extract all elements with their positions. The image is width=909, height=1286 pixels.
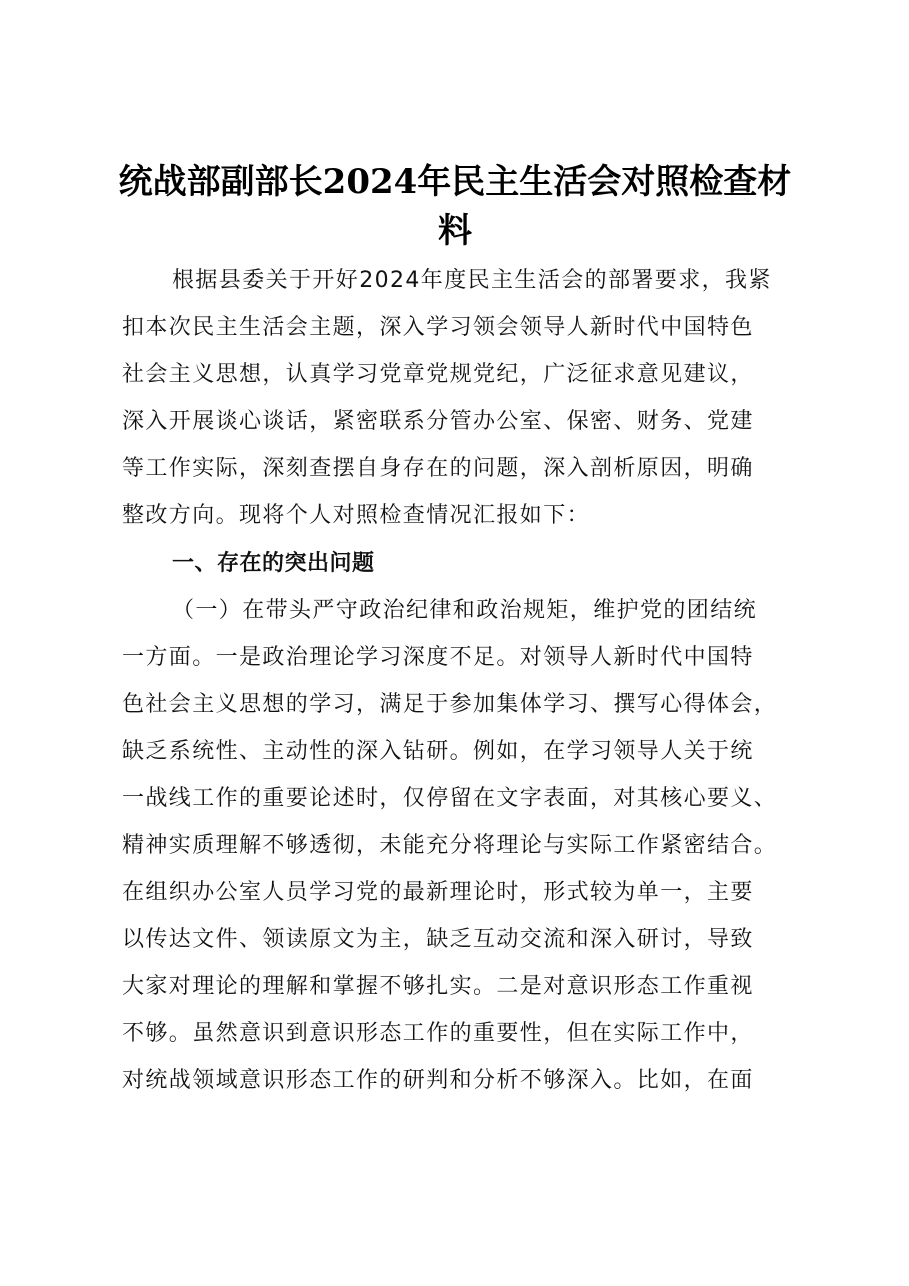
body-line: 以传达文件、领读原文为主，缺乏互动交流和深入研讨，导致 (122, 927, 754, 952)
body-line: 对统战领域意识形态工作的研判和分析不够深入。比如，在面 (122, 1068, 754, 1093)
body-line: 一战线工作的重要论述时，仅停留在文字表面，对其核心要义、 (122, 786, 778, 811)
body-line: 整改方向。现将个人对照检查情况汇报如下： (122, 503, 591, 528)
body-line: 一方面。一是政治理论学习深度不足。对领导人新时代中国特 (122, 645, 754, 670)
body-line: 根据县委关于开好2024年度民主生活会的部署要求，我紧 (172, 268, 772, 293)
section-heading: 一、存在的突出问题 (172, 551, 375, 576)
body-line: 不够。虽然意识到意识形态工作的重要性，但在实际工作中， (122, 1021, 754, 1046)
document-title-line-1: 统战部副部长2024年民主生活会对照检查材 (118, 162, 792, 202)
body-line: 社会主义思想，认真学习党章党规党纪，广泛征求意见建议， (122, 362, 754, 387)
body-line: （一）在带头严守政治纪律和政治规矩，维护党的团结统 (172, 598, 758, 623)
body-line: 扣本次民主生活会主题，深入学习领会领导人新时代中国特色 (122, 315, 754, 340)
body-line: 等工作实际，深刻查摆自身存在的问题，深入剖析原因，明确 (122, 456, 754, 481)
body-line: 缺乏系统性、主动性的深入钻研。例如，在学习领导人关于统 (122, 739, 754, 764)
document-title-line-2: 料 (438, 211, 472, 251)
body-line: 精神实质理解不够透彻，未能充分将理论与实际工作紧密结合。 (122, 833, 778, 858)
body-line: 深入开展谈心谈话，紧密联系分管办公室、保密、财务、党建 (122, 409, 754, 434)
body-line: 大家对理论的理解和掌握不够扎实。二是对意识形态工作重视 (122, 974, 754, 999)
body-line: 色社会主义思想的学习，满足于参加集体学习、撰写心得体会， (122, 692, 778, 717)
body-line: 在组织办公室人员学习党的最新理论时，形式较为单一，主要 (122, 880, 754, 905)
